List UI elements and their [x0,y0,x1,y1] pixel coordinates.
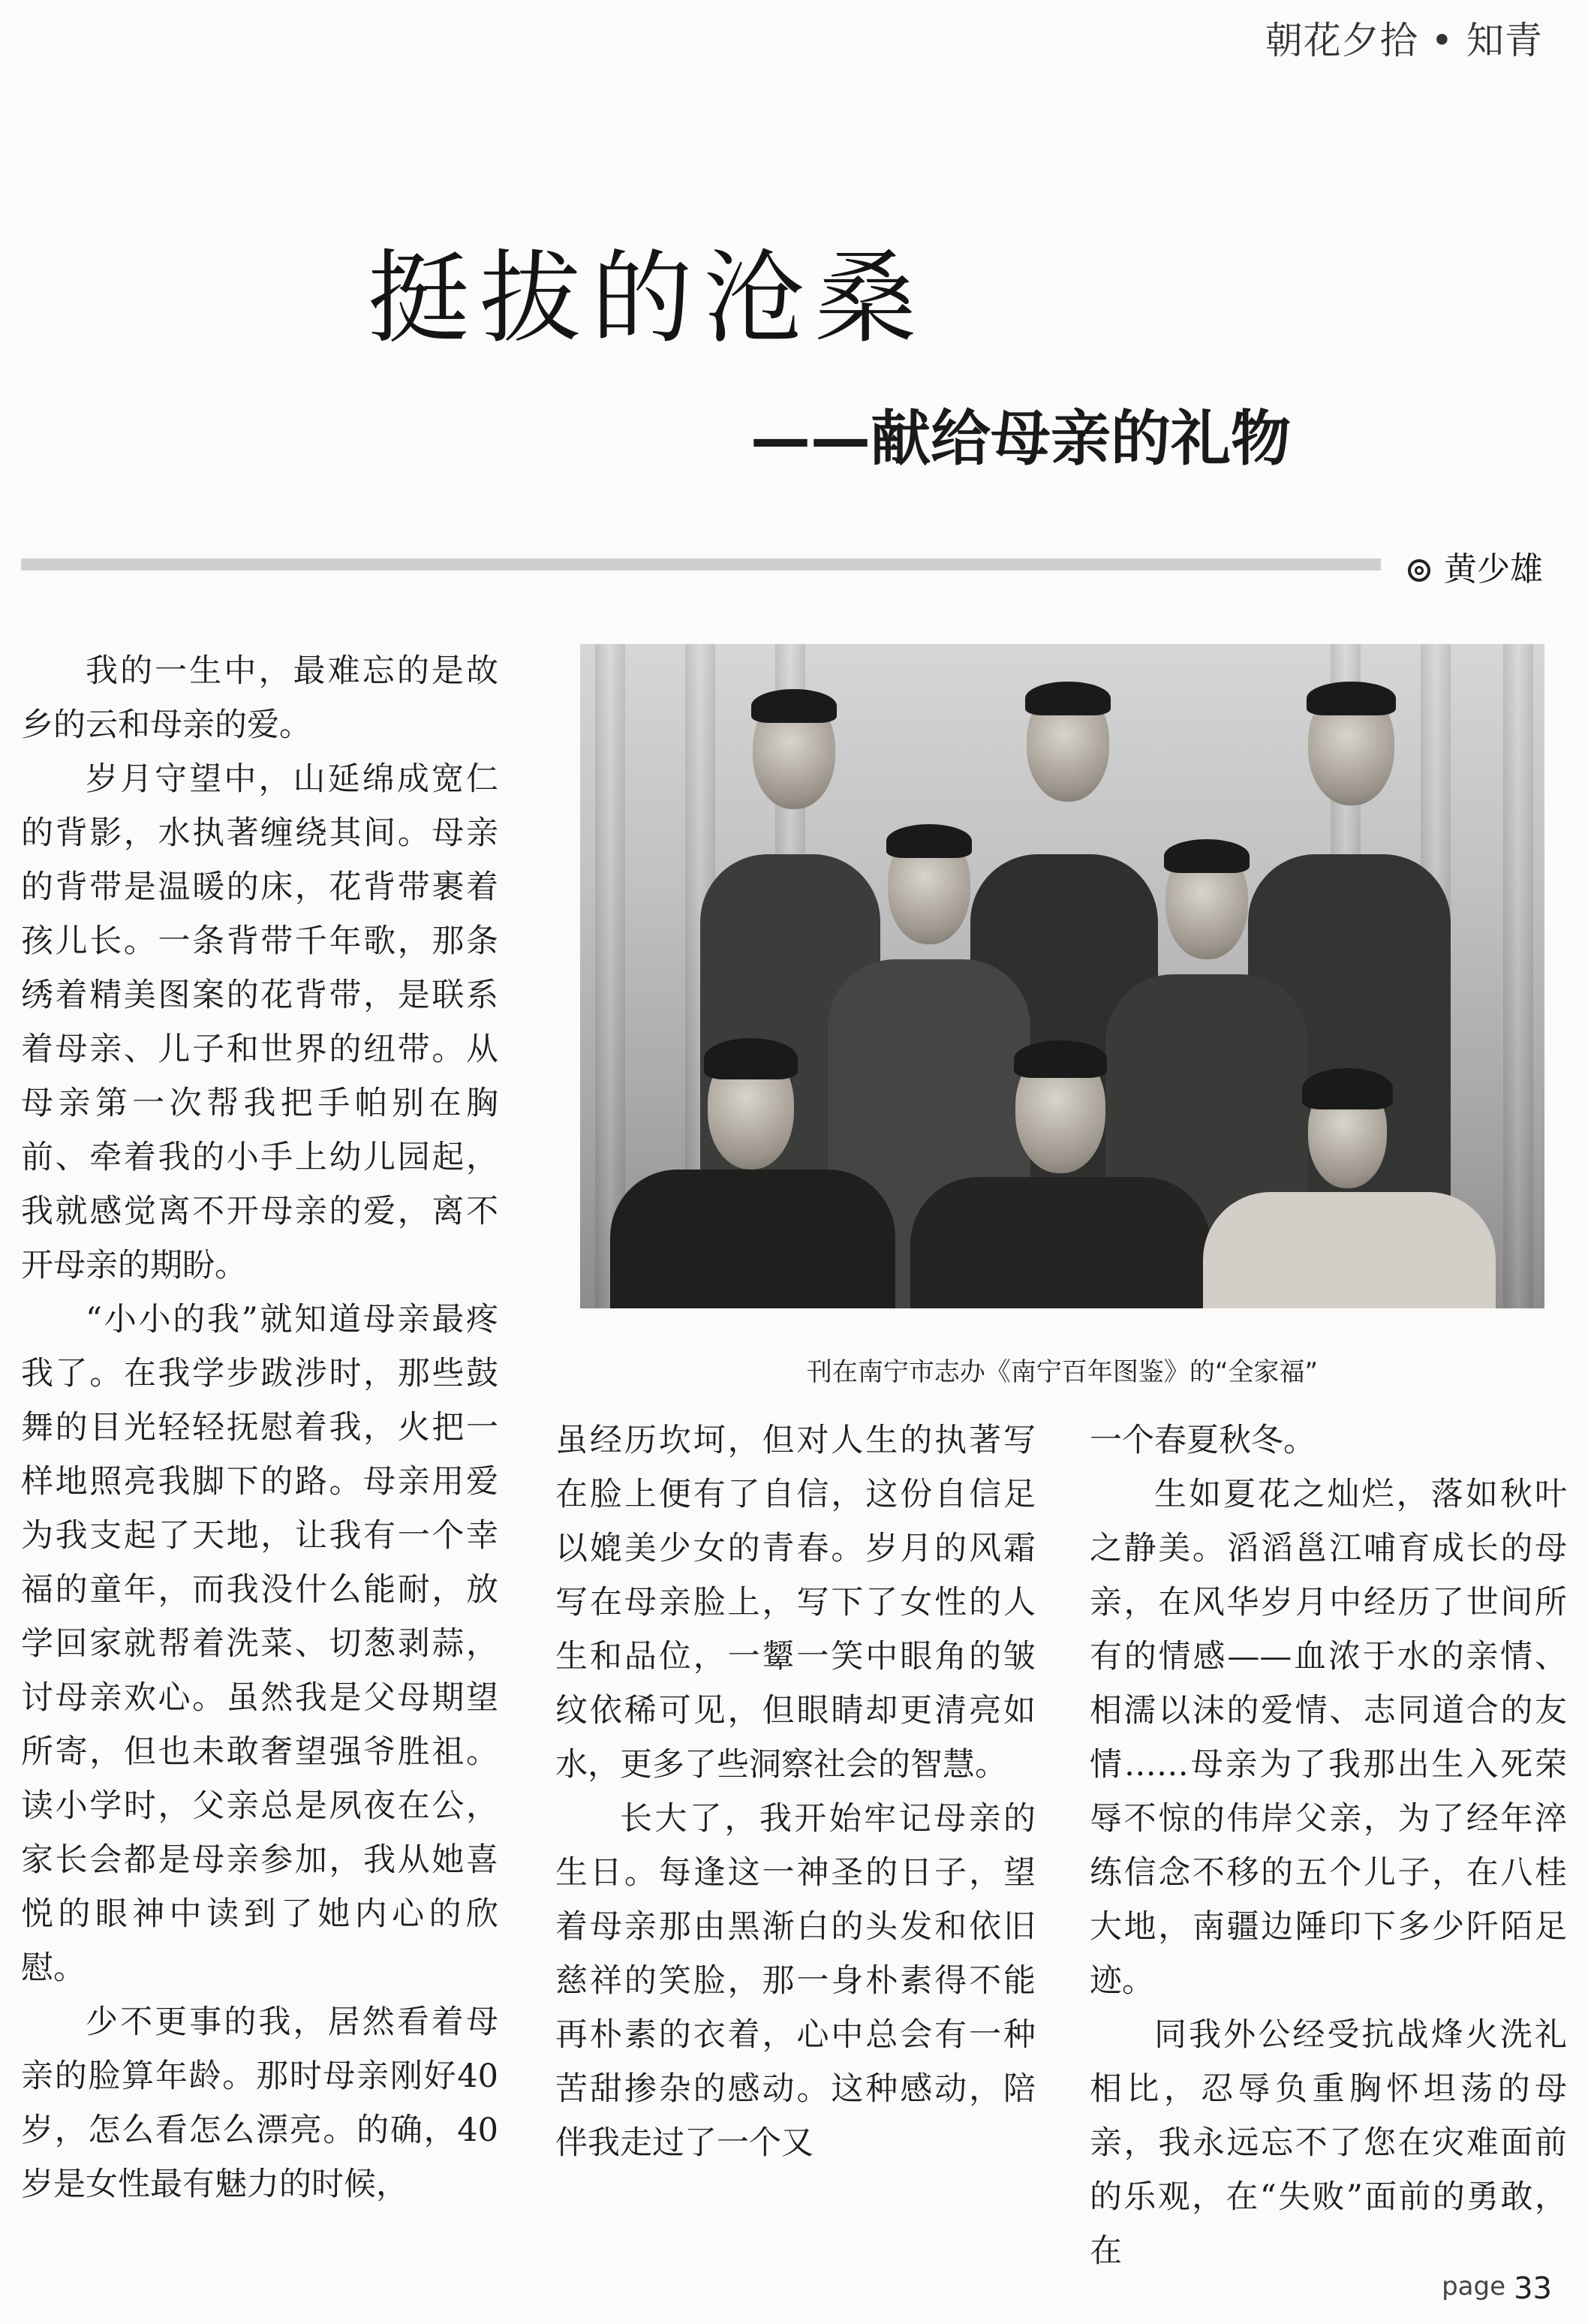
author-name: 黄少雄 [1444,550,1543,589]
article-subtitle: ——献给母亲的礼物 [750,404,1291,474]
section-label: 朝花夕拾 • 知青 [1265,19,1543,62]
family-photo [580,644,1544,1308]
byline-circle-icon [1408,559,1430,582]
body-column-middle [555,1413,1036,2170]
paragraph: 我的一生中，最难忘的是故乡的云和母亲的爱。 [21,652,498,744]
photo-caption: 刊在南宁市志办《南宁百年图鉴》的“全家福” [806,1357,1319,1387]
paragraph: 虽经历坎坷，但对人生的执著写在脸上便有了自信，这份自信足以媲美少女的青春。岁月的风霜写在母亲脸上，写下了女性的人生和品位，一颦一笑中眼角的皱纹依稀可见，但眼睛却更清亮如水，更多了些洞察社会的智慧。 [555,1422,1036,1784]
paragraph: 一个春夏秋冬。 [1090,1422,1316,1459]
page-number: 33 [1514,2271,1552,2306]
body-column-right [1090,1413,1567,2278]
body-column-left [21,644,498,2211]
paragraph: 同我外公经受抗战烽火洗礼相比，忍辱负重胸怀坦荡的母亲，我永远忘不了您在灾难面前的乐观，在“失败”面前的勇敢，在 [1090,2016,1567,2270]
paragraph: 长大了，我开始牢记母亲的生日。每逢这一神圣的日子，望着母亲那由黑渐白的头发和依旧慈祥的笑脸，那一身朴素得不能再朴素的衣着，心中总会有一种苦甜掺杂的感动。这种感动，陪伴我走过了一个又 [555,1800,1036,2162]
page-label: page [1442,2271,1505,2301]
paragraph: 岁月守望中，山延绵成宽仁的背影，水执著缠绕其间。母亲的背带是温暖的床，花背带裹着孩儿长。一条背带千年歌，那条绣着精美图案的花背带，是联系着母亲、儿子和世界的纽带。从母亲第一次帮我把手帕别在胸前、牵着我的小手上幼儿园起，我就感觉离不开母亲的爱，离不开母亲的期盼。 [21,760,498,1284]
byline [1408,542,1543,590]
paragraph: 生如夏花之灿烂，落如秋叶之静美。滔滔邕江哺育成长的母亲，在风华岁月中经历了世间所有的情感——血浓于水的亲情、相濡以沫的爱情、志同道合的友情……母亲为了我那出生入死荣辱不惊的伟岸父亲，为了经年淬练信念不移的五个儿子，在八桂大地，南疆边陲印下多少阡陌足迹。 [1090,1476,1567,2000]
title-divider [21,558,1381,570]
paragraph: 少不更事的我，居然看着母亲的脸算年龄。那时母亲刚好40岁，怎么看怎么漂亮。的确，40岁是女性最有魅力的时候， [21,2003,498,2203]
paragraph: “小小的我”就知道母亲最疼我了。在我学步跋涉时，那些鼓舞的目光轻轻抚慰着我，火把一样地照亮我脚下的路。母亲用爱为我支起了天地，让我有一个幸福的童年，而我没什么能耐，放学回家就帮着洗菜、切葱剥蒜，讨母亲欢心。虽然我是父母期望所寄，但也未敢奢望强爷胜祖。读小学时，父亲总是夙夜在公，家长会都是母亲参加，我从她喜悦的眼神中读到了她内心的欣慰。 [21,1301,498,1987]
article-title: 挺拔的沧桑 [368,239,927,357]
